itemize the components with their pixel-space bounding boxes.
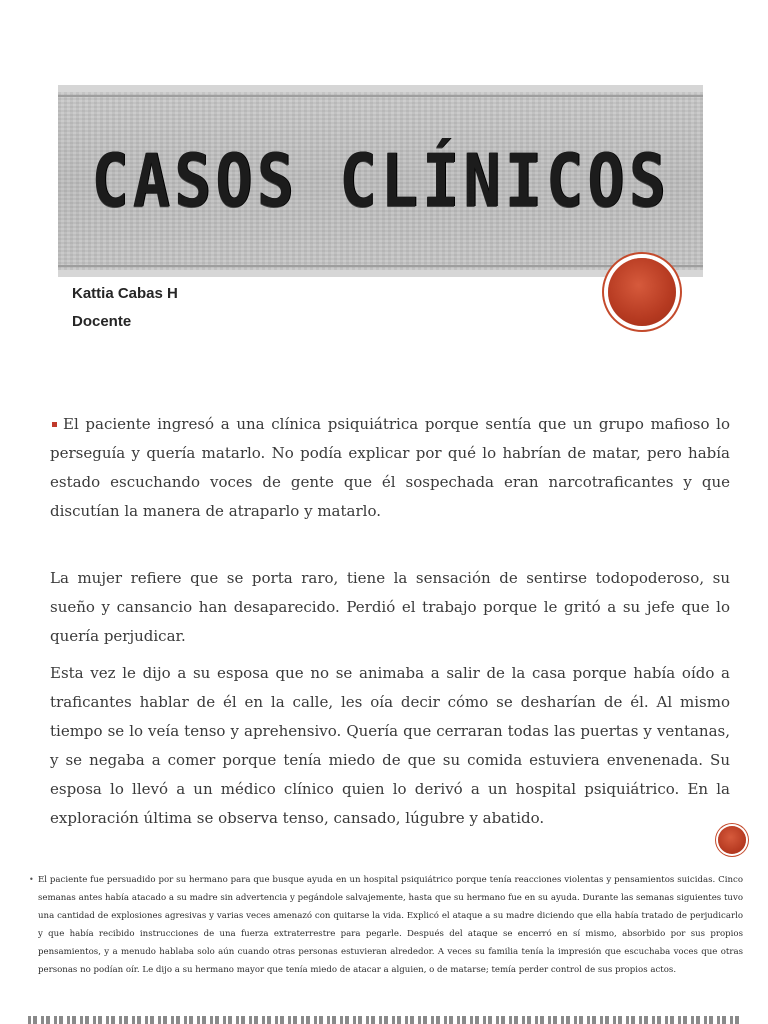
decorative-circle-small — [718, 826, 746, 854]
decorative-circle — [608, 258, 676, 326]
square-bullet-icon — [52, 422, 57, 427]
cutoff-text-strip — [28, 1016, 740, 1024]
small-bullet-icon: • — [29, 875, 34, 884]
title-banner — [58, 85, 703, 277]
case-paragraph-2: La mujer refiere que se porta raro, tiene la sensación de sentirse todopoderoso, su sueño y cansancio han desaparecido. Perdió el trabajo porque le gritó a su jefe que lo quería perjudicar. — [50, 569, 730, 645]
case-paragraph-small: El paciente fue persuadido por su hermano para que busque ayuda en un hospital psiquiátrico porque tenía reacciones violentas y pensamientos suicidas. Cinco semanas antes había atacado a su madre sin advertencia y pegándole salvajemente, hasta que su hermano fue en su ayuda. Durante las semanas siguientes tuvo una cantidad de explosiones agresivas y varias veces amenazó con quitarse la vida. Explicó el ataque a su madre diciendo que ella había tratado de perjudicarlo y que había recibido instrucciones de una fuerza extraterrestre para pegarle. Después del ataque se encerró en sí mismo, absorbido por sus propios pensamientos, y a menudo hablaba solo aún cuando otras personas estuvieran alrededor. A veces su familia tenía la impresión que escuchaba voces que otras personas no podían oír. Le dijo a su hermano mayor que tenía miedo de atacar a alguien, o de matarse; temía perder control de sus propios actos. — [38, 875, 743, 975]
case-paragraph-1 — [50, 410, 730, 526]
author-block — [72, 280, 178, 336]
slide-title: CASOS CLÍNICOS — [91, 137, 670, 224]
case-paragraph-3: Esta vez le dijo a su esposa que no se animaba a salir de la casa porque había oído a traficantes hablar de él en la calle, les oía decir cómo se desharían de él. Al mismo tiempo se lo veía tenso y aprehensivo. Quería que cerraran todas las puertas y ventanas, y se negaba a comer porque tenía miedo de que su comida estuviera envenenada. Su esposa lo llevó a un médico clínico quien lo derivó a un hospital psiquiátrico. En la exploración última se observa tenso, cansado, lúgubre y abatido. — [50, 664, 730, 827]
cutoff-text-line — [0, 1012, 768, 1024]
author-name: Kattia Cabas H — [72, 285, 178, 302]
author-role: Docente — [72, 313, 132, 330]
case-paragraph-1-text: El paciente ingresó a una clínica psiquiátrica porque sentía que un grupo mafioso lo perseguía y quería matarlo. No podía explicar por qué lo habrían de matar, pero había estado escuchando voces de gente que él sospechada eran narcotraficantes y que discutían la manera de atraparlo y matarlo. — [50, 415, 730, 520]
